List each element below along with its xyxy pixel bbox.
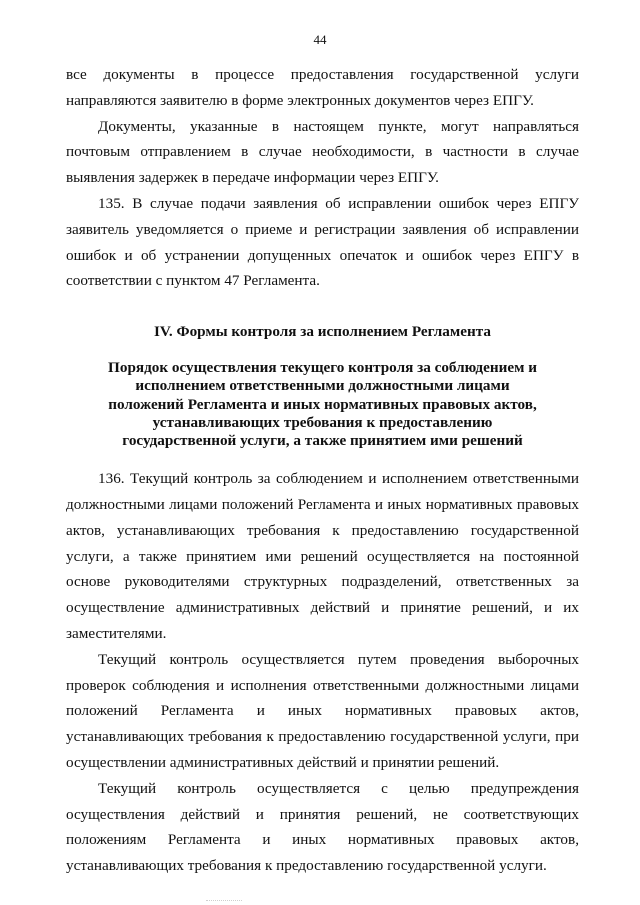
paragraph-selective-checks: Текущий контроль осуществляется путем проведения выборочных проверок соблюдения и исполнения ответственными должностными лицами положений Регламента и иных нормативных правовых актов, устанавливающих требования к предоставлению государственной услуги, при осуществлении административных действий и принятии решений. (66, 650, 579, 771)
paragraph-documents-mail: Документы, указанные в настоящем пункте, могут направляться почтовым отправлением в случае необходимости, в частности в случае выявления задержек в передаче информации через ЕПГУ. (66, 117, 579, 187)
paragraph-continuation: все документы в процессе предоставления государственной услуги направляются заявителю в форме электронных документов через ЕПГУ. (66, 66, 579, 109)
document-body (66, 62, 579, 879)
paragraph-135: 135. В случае подачи заявления об исправлении ошибок через ЕПГУ заявитель уведомляется о приеме и регистрации заявления об исправлении ошибок и об устранении допущенных опечаток и ошибок через ЕПГУ в соответствии с пунктом 47 Регламента. (66, 194, 579, 290)
paragraph-136: 136. Текущий контроль за соблюдением и исполнением ответственными должностными лицами положений Регламента и иных нормативных правовых актов, устанавливающих требования к предоставлению государственной услуги, а также принятием ими решений осуществляется на постоянной основе руководителями структурных подразделений, ответственных за осуществление административных действий и принятие решений, и их заместителями. (66, 470, 579, 642)
subsection-title: Порядок осуществления текущего контроля за соблюдением и исполнением ответственными должностными лицами положений Регламента и иных нормативных правовых актов, устанавливающих требования к предоставлению государственной услуги, а также принятием ими решений (108, 359, 537, 449)
page-number: 44 (313, 32, 327, 47)
scan-artifact-line (206, 900, 242, 903)
paragraph-purpose: Текущий контроль осуществляется с целью предупреждения осуществления действий и принятия решений, не соответствующих положениям Регламента и иных нормативных правовых актов, устанавливающих требования к предоставлению государственной услуги. (66, 779, 579, 875)
section-title: IV. Формы контроля за исполнением Регламента (154, 323, 491, 341)
